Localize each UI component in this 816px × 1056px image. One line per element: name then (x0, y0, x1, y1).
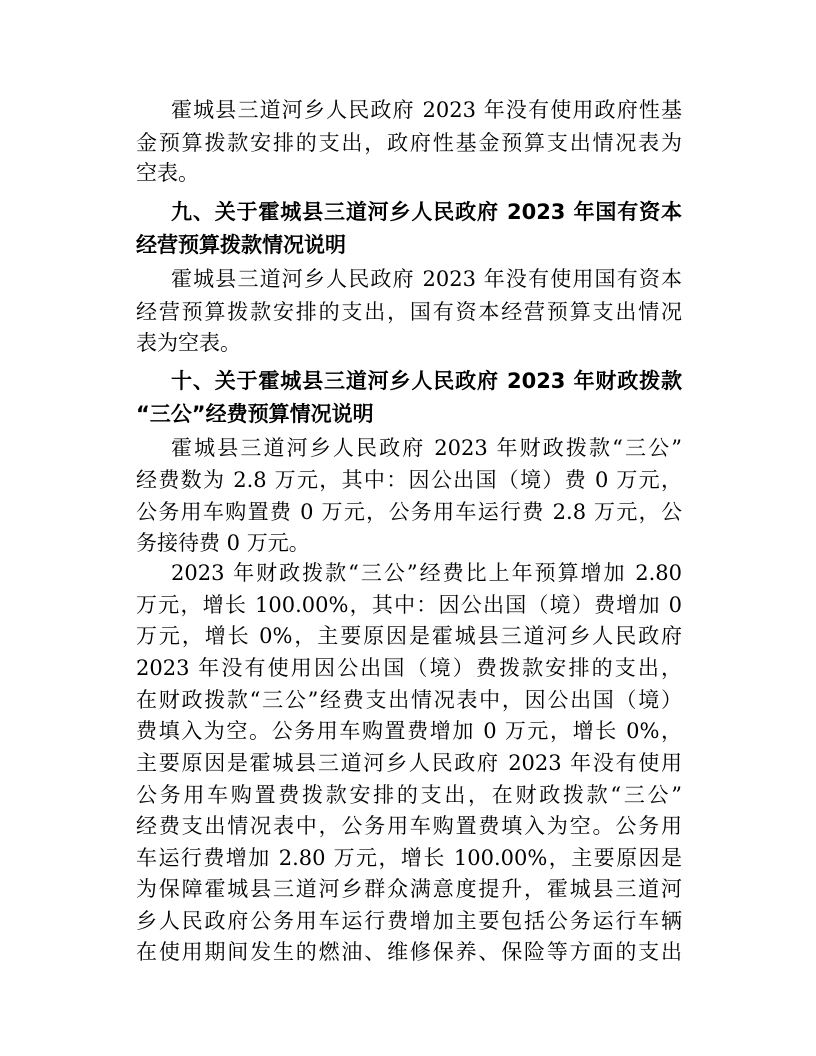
paragraph-line: 在财政拨款“三公”经费支出情况表中，因公出国（境） (136, 688, 682, 712)
paragraph-line: 车运行费增加 2.80 万元，增长 100.00%，主要原因是 (136, 846, 682, 870)
paragraph-line: 表为空表。 (136, 331, 241, 355)
paragraph-line: 乡人民政府公务用车运行费增加主要包括公务运行车辆 (136, 909, 682, 933)
paragraph-line: 万元，增长 0%，主要原因是霍城县三道河乡人民政府 (136, 624, 682, 648)
paragraph-line: 公务用车购置费 0 万元，公务用车运行费 2.8 万元，公 (136, 500, 682, 524)
paragraph-line: 万元，增长 100.00%，其中：因公出国（境）费增加 0 (136, 593, 682, 617)
paragraph-line: 金预算拨款安排的支出，政府性基金预算支出情况表为 (136, 131, 682, 155)
paragraph-line: 霍城县三道河乡人民政府 2023 年没有使用国有资本 (171, 267, 682, 291)
paragraph-line: 务接待费 0 万元。 (136, 531, 310, 555)
paragraph-line: 在使用期间发生的燃油、维修保养、保险等方面的支出 (136, 940, 682, 964)
paragraph-line: 经费数为 2.8 万元，其中：因公出国（境）费 0 万元， (136, 468, 682, 492)
section-heading: 九、关于霍城县三道河乡人民政府 2023 年国有资本 (171, 200, 682, 224)
section-heading: “三公”经费预算情况说明 (136, 402, 374, 426)
paragraph-line: 主要原因是霍城县三道河乡人民政府 2023 年没有使用 (136, 751, 682, 775)
paragraph-line: 霍城县三道河乡人民政府 2023 年财政拨款“三公” (171, 436, 682, 460)
paragraph-line: 为保障霍城县三道河乡群众满意度提升，霍城县三道河 (136, 877, 682, 901)
paragraph-line: 费填入为空。公务用车购置费增加 0 万元，增长 0%， (136, 719, 682, 743)
section-heading: 经营预算拨款情况说明 (136, 233, 346, 257)
paragraph-line: 2023 年财政拨款“三公”经费比上年预算增加 2.80 (171, 561, 682, 585)
paragraph-line: 经营预算拨款安排的支出，国有资本经营预算支出情况 (136, 300, 682, 324)
paragraph-line: 霍城县三道河乡人民政府 2023 年没有使用政府性基 (171, 98, 682, 122)
paragraph-line: 2023 年没有使用因公出国（境）费拨款安排的支出， (136, 656, 682, 680)
section-heading: 十、关于霍城县三道河乡人民政府 2023 年财政拨款 (171, 369, 682, 393)
paragraph-line: 空表。 (136, 161, 199, 185)
paragraph-line: 经费支出情况表中，公务用车购置费填入为空。公务用 (136, 814, 682, 838)
paragraph-line: 公务用车购置费拨款安排的支出，在财政拨款“三公” (136, 783, 682, 807)
